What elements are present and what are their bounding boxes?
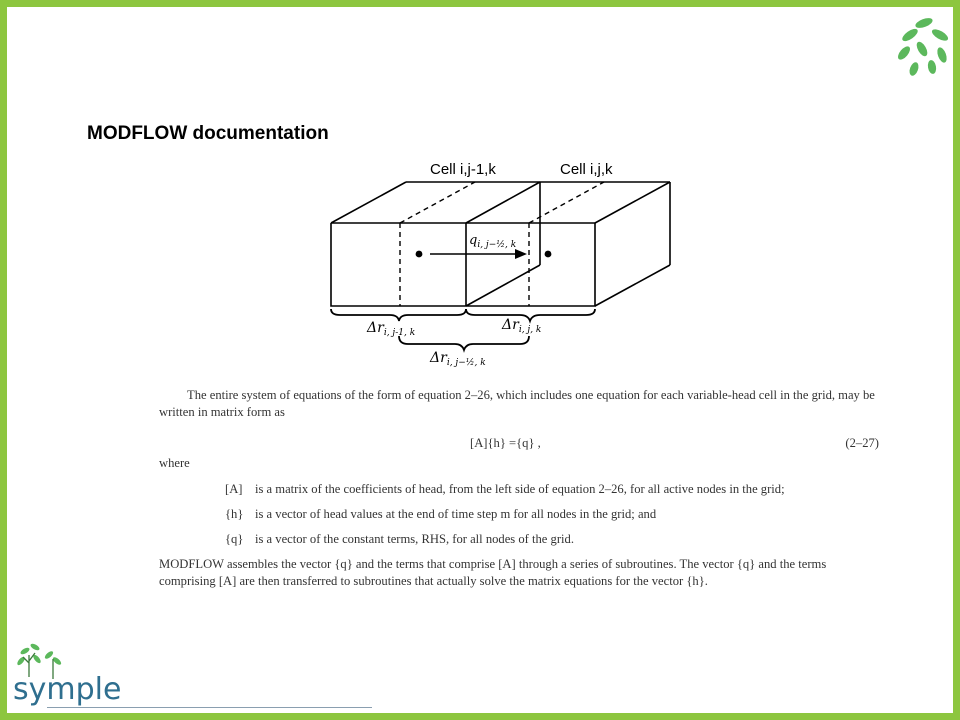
definition-list xyxy=(225,481,879,548)
right-node-dot xyxy=(545,251,552,258)
flow-label-main: q xyxy=(469,233,478,248)
cell-right-label: Cell i,j,k xyxy=(560,161,613,178)
flow-label xyxy=(469,233,516,250)
cell-left-label: Cell i,j-1,k xyxy=(430,161,496,178)
dr-left-main: Δr xyxy=(367,320,384,336)
brand-text: symple xyxy=(13,672,122,707)
flow-label-sub: i, j−½, k xyxy=(477,240,517,250)
definition-key: {q} xyxy=(225,532,244,546)
definition-key: {h} xyxy=(225,507,244,521)
dr-mid-sub: i, j−½, k xyxy=(446,358,486,368)
dr-mid-label xyxy=(429,350,486,368)
box-bottom-right-edge xyxy=(595,265,670,306)
right-brace xyxy=(466,309,595,321)
flow-arrow-head xyxy=(515,249,527,259)
definition-key: [A] xyxy=(225,482,243,496)
definition-text: is a vector of head values at the end of time step m for all nodes in the grid; and xyxy=(255,507,657,521)
box-top-front-edge xyxy=(331,182,406,223)
dr-left-label xyxy=(366,320,415,338)
slide-title: MODFLOW documentation xyxy=(87,123,329,144)
documentation-excerpt xyxy=(159,387,879,590)
where-label: where xyxy=(159,456,190,470)
definition-text: is a matrix of the coefficients of head, from the left side of equation 2–26, for all active nodes in the grid; xyxy=(255,482,785,496)
dr-right-sub: i, j, k xyxy=(518,325,542,335)
paragraph-assembly: MODFLOW assembles the vector {q} and the terms that comprise [A] through a series of subroutines. The vector {q} and the terms comprising [A] are then transferred to subroutines that actually solve the matrix equations for the vector {h}. xyxy=(159,557,827,588)
bottom-rule xyxy=(47,707,372,708)
left-cell-top-dash xyxy=(400,182,475,223)
box-front-face xyxy=(331,223,595,306)
dr-right-main: Δr xyxy=(502,317,519,333)
definition-item xyxy=(225,506,879,523)
tree-icon xyxy=(16,642,62,666)
box-top-right-edge xyxy=(595,182,670,223)
left-brace xyxy=(331,309,466,321)
left-node-dot xyxy=(416,251,423,258)
symple-logo xyxy=(7,637,147,707)
definition-item xyxy=(225,531,879,548)
paragraph-intro: The entire system of equations of the form of equation 2–26, which includes one equation for each variable-head cell in the grid, may be written in matrix form as xyxy=(159,388,875,419)
dr-right-label xyxy=(501,317,541,335)
dr-left-sub: i, j-1, k xyxy=(383,328,416,338)
equation-number: (2–27) xyxy=(845,436,879,450)
box-top-mid-edge xyxy=(466,182,540,223)
definition-text: is a vector of the constant terms, RHS, for all nodes of the grid. xyxy=(255,532,574,546)
definition-item xyxy=(225,481,879,498)
cell-diagram xyxy=(7,7,953,387)
mid-brace xyxy=(399,336,529,350)
equation-row xyxy=(159,435,879,455)
dr-mid-main: Δr xyxy=(430,350,447,366)
equation: [A]{h} ={q} , xyxy=(470,436,541,450)
